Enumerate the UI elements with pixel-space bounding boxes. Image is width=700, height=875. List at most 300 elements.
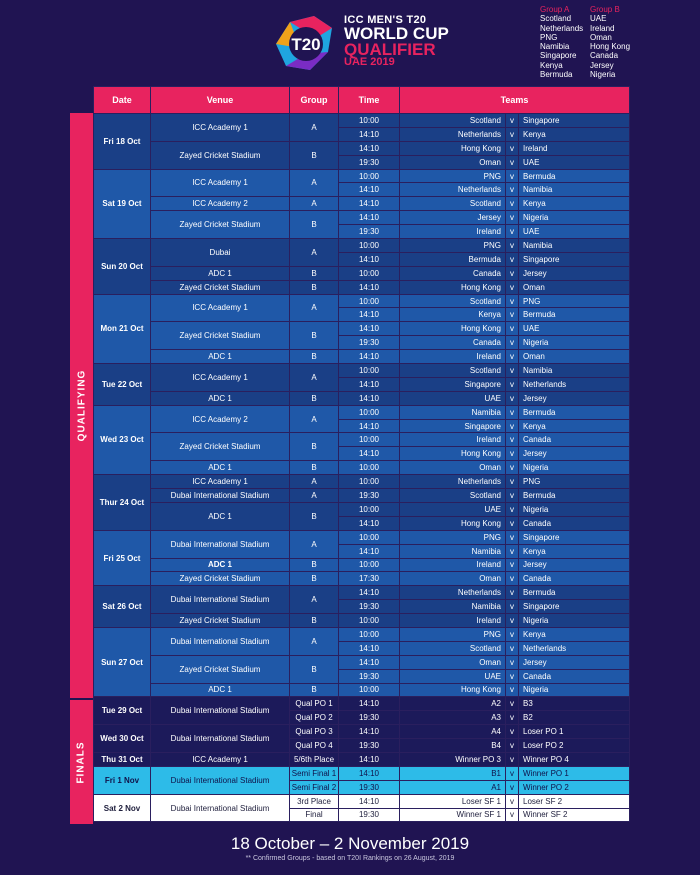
fixture-row — [94, 558, 630, 572]
fixture-row — [94, 391, 630, 405]
fixture-team-away: Nigeria — [519, 502, 630, 516]
fixture-venue: Zayed Cricket Stadium — [151, 433, 290, 461]
fixture-venue: Dubai — [151, 239, 290, 267]
fixture-venue: Zayed Cricket Stadium — [151, 572, 290, 586]
fixture-time: 19:30 — [339, 780, 400, 794]
fixture-team-home: Netherlands — [400, 475, 506, 489]
fixture-team-home: PNG — [400, 530, 506, 544]
fixture-team-home: Oman — [400, 461, 506, 475]
header-venue: Venue — [151, 87, 290, 114]
fixture-group: B — [290, 280, 339, 294]
fixture-team-away: Bermuda — [519, 586, 630, 600]
group-a-title: Group A — [540, 5, 570, 14]
fixture-group: A — [290, 475, 339, 489]
fixture-time: 14:10 — [339, 516, 400, 530]
fixture-venue: ADC 1 — [151, 391, 290, 405]
fixture-time: 14:10 — [339, 211, 400, 225]
fixture-venue: ADC 1 — [151, 683, 290, 697]
fixture-date: Sun 20 Oct — [94, 239, 151, 295]
fixture-team-home: Singapore — [400, 419, 506, 433]
fixture-versus: v — [506, 794, 519, 808]
fixture-team-home: Ireland — [400, 558, 506, 572]
fixture-row — [94, 364, 630, 378]
fixture-versus: v — [506, 252, 519, 266]
fixture-team-away: Loser SF 2 — [519, 794, 630, 808]
fixture-team-home: Scotland — [400, 364, 506, 378]
fixture-time: 19:30 — [339, 739, 400, 753]
group-a-team: Singapore — [540, 51, 577, 61]
fixture-venue: Dubai International Stadium — [151, 586, 290, 614]
fixture-group: A — [290, 364, 339, 392]
fixture-row — [94, 502, 630, 516]
fixture-time: 19:30 — [339, 155, 400, 169]
fixture-venue: ICC Academy 1 — [151, 114, 290, 142]
fixture-row — [94, 322, 630, 336]
fixture-team-home: Oman — [400, 155, 506, 169]
fixture-team-home: PNG — [400, 627, 506, 641]
fixture-time: 14:10 — [339, 141, 400, 155]
fixture-date: Sat 26 Oct — [94, 586, 151, 628]
fixture-team-home: B1 — [400, 766, 506, 780]
fixture-team-home: A1 — [400, 780, 506, 794]
fixture-row — [94, 280, 630, 294]
fixture-stage: Qual PO 1 — [290, 697, 339, 711]
fixture-team-away: Nigeria — [519, 211, 630, 225]
fixture-group: A — [290, 627, 339, 655]
fixture-date: Sat 19 Oct — [94, 169, 151, 238]
footnote: ** Confirmed Groups - based on T20I Rankings on 26 August, 2019 — [245, 855, 455, 862]
fixture-venue: Dubai International Stadium — [151, 489, 290, 503]
fixture-row — [94, 211, 630, 225]
fixture-time: 19:30 — [339, 489, 400, 503]
fixture-time: 14:10 — [339, 350, 400, 364]
fixture-row — [94, 489, 630, 503]
fixture-team-home: Ireland — [400, 225, 506, 239]
fixture-row — [94, 475, 630, 489]
fixture-team-away: Loser PO 1 — [519, 725, 630, 739]
fixture-time: 10:00 — [339, 266, 400, 280]
fixture-versus: v — [506, 780, 519, 794]
fixture-group: B — [290, 558, 339, 572]
group-b-team: Jersey — [590, 60, 614, 70]
fixture-group: B — [290, 683, 339, 697]
fixture-versus: v — [506, 405, 519, 419]
fixture-team-home: Canada — [400, 336, 506, 350]
fixture-versus: v — [506, 447, 519, 461]
fixture-versus: v — [506, 558, 519, 572]
fixture-row — [94, 572, 630, 586]
fixture-team-home: Singapore — [400, 377, 506, 391]
fixture-versus: v — [506, 225, 519, 239]
fixture-team-away: Nigeria — [519, 614, 630, 628]
fixture-time: 10:00 — [339, 461, 400, 475]
fixture-versus: v — [506, 364, 519, 378]
fixture-team-away: Canada — [519, 516, 630, 530]
group-a-team: Namibia — [540, 42, 570, 52]
fixture-team-home: Hong Kong — [400, 516, 506, 530]
fixture-group: B — [290, 322, 339, 350]
badge-text: T20 — [291, 35, 321, 54]
fixture-venue: ADC 1 — [151, 266, 290, 280]
fixture-stage: Semi Final 2 — [290, 780, 339, 794]
fixture-group: A — [290, 114, 339, 142]
fixture-team-away: Namibia — [519, 183, 630, 197]
fixture-team-away: Kenya — [519, 419, 630, 433]
fixture-group: B — [290, 391, 339, 405]
fixture-team-away: Netherlands — [519, 641, 630, 655]
fixture-team-home: Netherlands — [400, 127, 506, 141]
fixture-venue: Dubai International Stadium — [151, 794, 290, 822]
fixture-time: 19:30 — [339, 669, 400, 683]
fixture-time: 10:00 — [339, 475, 400, 489]
fixture-group: A — [290, 489, 339, 503]
fixture-team-away: UAE — [519, 155, 630, 169]
fixture-venue: Zayed Cricket Stadium — [151, 211, 290, 239]
fixture-time: 10:00 — [339, 683, 400, 697]
fixture-versus: v — [506, 377, 519, 391]
finals-label: FINALS — [76, 740, 88, 784]
fixture-team-away: Nigeria — [519, 461, 630, 475]
header-time: Time — [339, 87, 400, 114]
fixture-row — [94, 169, 630, 183]
fixture-team-away: Bermuda — [519, 308, 630, 322]
qualifying-section-label — [70, 113, 93, 698]
fixture-venue: ADC 1 — [151, 350, 290, 364]
group-a-team: PNG — [540, 32, 558, 42]
fixture-team-home: A2 — [400, 697, 506, 711]
fixture-team-away: UAE — [519, 225, 630, 239]
fixture-team-away: Netherlands — [519, 377, 630, 391]
fixture-versus: v — [506, 280, 519, 294]
fixture-versus: v — [506, 489, 519, 503]
fixture-versus: v — [506, 211, 519, 225]
fixture-date: Fri 18 Oct — [94, 114, 151, 170]
fixture-team-home: B4 — [400, 739, 506, 753]
fixture-team-home: Ireland — [400, 433, 506, 447]
fixture-versus: v — [506, 461, 519, 475]
fixture-stage: Qual PO 4 — [290, 739, 339, 753]
fixture-time: 10:00 — [339, 364, 400, 378]
group-b-title: Group B — [590, 5, 620, 14]
group-a-team: Bermuda — [540, 70, 573, 80]
fixture-venue: Zayed Cricket Stadium — [151, 141, 290, 169]
group-b-team: Oman — [590, 32, 612, 42]
fixture-time: 10:00 — [339, 558, 400, 572]
fixture-venue: Dubai International Stadium — [151, 766, 290, 794]
fixture-team-home: Jersey — [400, 211, 506, 225]
fixture-row — [94, 197, 630, 211]
fixture-venue: ICC Academy 2 — [151, 405, 290, 433]
fixture-time: 10:00 — [339, 114, 400, 128]
fixture-row — [94, 433, 630, 447]
fixture-team-home: Hong Kong — [400, 447, 506, 461]
fixture-versus: v — [506, 350, 519, 364]
fixture-group: B — [290, 433, 339, 461]
fixture-venue: Dubai International Stadium — [151, 725, 290, 753]
fixture-time: 14:10 — [339, 447, 400, 461]
fixture-team-away: Winner PO 1 — [519, 766, 630, 780]
fixture-team-away: Bermuda — [519, 169, 630, 183]
fixture-row — [94, 655, 630, 669]
fixture-versus: v — [506, 336, 519, 350]
fixture-row — [94, 794, 630, 808]
fixture-team-home: Bermuda — [400, 252, 506, 266]
fixture-team-home: Hong Kong — [400, 280, 506, 294]
header-date: Date — [94, 87, 151, 114]
fixture-team-away: Singapore — [519, 530, 630, 544]
fixture-time: 10:00 — [339, 239, 400, 253]
fixture-versus: v — [506, 266, 519, 280]
fixture-team-away: Loser PO 2 — [519, 739, 630, 753]
fixture-row — [94, 697, 630, 711]
fixture-row — [94, 294, 630, 308]
fixture-row — [94, 239, 630, 253]
fixture-team-home: Netherlands — [400, 586, 506, 600]
fixture-time: 14:10 — [339, 641, 400, 655]
logo-title-line2: WORLD CUP — [344, 24, 449, 43]
fixture-versus: v — [506, 183, 519, 197]
fixture-time: 19:30 — [339, 225, 400, 239]
fixture-versus: v — [506, 697, 519, 711]
fixture-time: 14:10 — [339, 391, 400, 405]
fixture-row — [94, 725, 630, 739]
fixture-versus: v — [506, 127, 519, 141]
group-a-team: Scotland — [540, 14, 572, 24]
fixture-versus: v — [506, 766, 519, 780]
fixture-versus: v — [506, 600, 519, 614]
fixture-time: 10:00 — [339, 405, 400, 419]
fixture-team-away: Bermuda — [519, 489, 630, 503]
fixture-team-home: Scotland — [400, 641, 506, 655]
fixture-team-home: Winner SF 1 — [400, 808, 506, 822]
fixture-date: Wed 30 Oct — [94, 725, 151, 753]
fixture-team-away: Jersey — [519, 447, 630, 461]
finals-section-label — [70, 700, 93, 824]
fixture-time: 10:00 — [339, 433, 400, 447]
fixture-date: Sun 27 Oct — [94, 627, 151, 696]
fixture-venue: Zayed Cricket Stadium — [151, 322, 290, 350]
fixture-group: B — [290, 141, 339, 169]
fixture-time: 14:10 — [339, 308, 400, 322]
fixture-time: 19:30 — [339, 808, 400, 822]
fixture-team-home: Scotland — [400, 294, 506, 308]
fixture-row — [94, 350, 630, 364]
fixture-team-away: B2 — [519, 711, 630, 725]
fixture-team-away: Nigeria — [519, 683, 630, 697]
fixture-row — [94, 530, 630, 544]
fixture-team-away: Oman — [519, 350, 630, 364]
fixture-time: 19:30 — [339, 336, 400, 350]
fixture-team-away: Namibia — [519, 364, 630, 378]
fixture-versus: v — [506, 544, 519, 558]
fixture-team-home: Loser SF 1 — [400, 794, 506, 808]
fixture-versus: v — [506, 322, 519, 336]
fixture-versus: v — [506, 502, 519, 516]
fixture-versus: v — [506, 294, 519, 308]
fixture-team-away: Ireland — [519, 141, 630, 155]
fixture-stage: 5/6th Place — [290, 752, 339, 766]
fixture-date: Sat 2 Nov — [94, 794, 151, 822]
fixture-time: 10:00 — [339, 530, 400, 544]
fixture-date: Thur 24 Oct — [94, 475, 151, 531]
logo-title-line1: ICC MEN'S T20 — [344, 14, 427, 26]
fixture-venue: ICC Academy 1 — [151, 752, 290, 766]
logo-title-line3: QUALIFIER — [344, 40, 436, 59]
fixture-date: Tue 22 Oct — [94, 364, 151, 406]
fixture-time: 14:10 — [339, 419, 400, 433]
fixture-team-home: Hong Kong — [400, 683, 506, 697]
fixture-team-home: UAE — [400, 669, 506, 683]
fixture-row — [94, 766, 630, 780]
fixture-team-away: Bermuda — [519, 405, 630, 419]
fixture-team-home: Namibia — [400, 405, 506, 419]
fixture-team-home: Kenya — [400, 308, 506, 322]
fixture-team-home: PNG — [400, 239, 506, 253]
fixture-versus: v — [506, 391, 519, 405]
fixture-team-home: Hong Kong — [400, 141, 506, 155]
fixture-versus: v — [506, 683, 519, 697]
fixture-versus: v — [506, 475, 519, 489]
fixture-versus: v — [506, 197, 519, 211]
fixture-versus: v — [506, 739, 519, 753]
logo-title-line4: UAE 2019 — [344, 56, 395, 68]
fixture-time: 14:10 — [339, 725, 400, 739]
fixture-venue: Dubai International Stadium — [151, 697, 290, 725]
group-a-list — [540, 5, 583, 79]
fixture-date: Mon 21 Oct — [94, 294, 151, 363]
fixture-stage: Qual PO 3 — [290, 725, 339, 739]
table-header-row — [94, 87, 630, 114]
fixture-group: B — [290, 572, 339, 586]
fixture-versus: v — [506, 572, 519, 586]
fixture-versus: v — [506, 141, 519, 155]
header-group: Group — [290, 87, 339, 114]
fixture-stage: 3rd Place — [290, 794, 339, 808]
fixture-team-home: Winner PO 3 — [400, 752, 506, 766]
fixture-venue: Dubai International Stadium — [151, 627, 290, 655]
fixture-time: 14:10 — [339, 127, 400, 141]
fixture-time: 10:00 — [339, 614, 400, 628]
fixture-group: A — [290, 294, 339, 322]
fixture-versus: v — [506, 114, 519, 128]
fixture-time: 14:10 — [339, 377, 400, 391]
fixture-time: 19:30 — [339, 600, 400, 614]
fixture-venue: ICC Academy 1 — [151, 475, 290, 489]
fixture-group: B — [290, 266, 339, 280]
fixture-versus: v — [506, 752, 519, 766]
fixture-venue: ADC 1 — [151, 558, 290, 572]
fixture-team-home: UAE — [400, 391, 506, 405]
fixture-team-away: Namibia — [519, 239, 630, 253]
fixture-team-home: Ireland — [400, 614, 506, 628]
fixture-group: A — [290, 586, 339, 614]
fixture-team-away: Jersey — [519, 391, 630, 405]
fixture-versus: v — [506, 655, 519, 669]
fixture-team-home: UAE — [400, 502, 506, 516]
fixture-time: 14:10 — [339, 752, 400, 766]
fixture-team-home: Hong Kong — [400, 322, 506, 336]
fixture-team-home: A4 — [400, 725, 506, 739]
fixture-time: 14:10 — [339, 794, 400, 808]
fixture-team-away: B3 — [519, 697, 630, 711]
fixture-time: 14:10 — [339, 655, 400, 669]
fixture-row — [94, 752, 630, 766]
fixture-team-away: Nigeria — [519, 336, 630, 350]
fixture-team-home: A3 — [400, 711, 506, 725]
fixture-team-home: Namibia — [400, 544, 506, 558]
fixture-group: A — [290, 405, 339, 433]
fixture-team-home: Oman — [400, 655, 506, 669]
fixture-team-away: Jersey — [519, 266, 630, 280]
fixtures-table — [93, 86, 630, 822]
fixture-team-away: PNG — [519, 475, 630, 489]
fixture-row — [94, 683, 630, 697]
fixture-team-away: Winner PO 2 — [519, 780, 630, 794]
fixture-time: 10:00 — [339, 627, 400, 641]
fixture-team-away: Singapore — [519, 252, 630, 266]
fixture-venue: Zayed Cricket Stadium — [151, 614, 290, 628]
fixture-team-away: Winner PO 4 — [519, 752, 630, 766]
fixture-date: Fri 25 Oct — [94, 530, 151, 586]
fixture-time: 14:10 — [339, 766, 400, 780]
fixture-time: 14:10 — [339, 697, 400, 711]
fixture-team-home: Namibia — [400, 600, 506, 614]
fixture-team-home: PNG — [400, 169, 506, 183]
fixture-time: 14:10 — [339, 586, 400, 600]
fixture-venue: ICC Academy 1 — [151, 169, 290, 197]
fixture-team-home: Oman — [400, 572, 506, 586]
fixture-row — [94, 614, 630, 628]
fixture-versus: v — [506, 614, 519, 628]
fixture-versus: v — [506, 627, 519, 641]
fixture-venue: ICC Academy 1 — [151, 294, 290, 322]
fixture-stage: Qual PO 2 — [290, 711, 339, 725]
tournament-dates: 18 October – 2 November 2019 — [230, 834, 470, 853]
fixture-team-away: PNG — [519, 294, 630, 308]
fixture-versus: v — [506, 530, 519, 544]
fixture-row — [94, 266, 630, 280]
fixture-venue: ICC Academy 2 — [151, 197, 290, 211]
fixture-team-away: Kenya — [519, 127, 630, 141]
group-b-team: UAE — [590, 14, 607, 24]
fixture-venue: ICC Academy 1 — [151, 364, 290, 392]
fixture-versus: v — [506, 433, 519, 447]
fixture-team-away: Singapore — [519, 600, 630, 614]
fixture-date: Thu 31 Oct — [94, 752, 151, 766]
tournament-logo — [270, 8, 449, 80]
fixture-group: A — [290, 239, 339, 267]
group-b-team: Ireland — [590, 23, 615, 33]
fixture-time: 14:10 — [339, 197, 400, 211]
fixture-time: 10:00 — [339, 294, 400, 308]
t20-badge-icon — [270, 8, 342, 80]
fixture-group: B — [290, 461, 339, 475]
fixture-team-away: Canada — [519, 433, 630, 447]
fixture-row — [94, 114, 630, 128]
fixture-versus: v — [506, 711, 519, 725]
fixture-team-home: Scotland — [400, 489, 506, 503]
fixture-group: B — [290, 502, 339, 530]
fixture-time: 14:10 — [339, 544, 400, 558]
fixture-time: 19:30 — [339, 711, 400, 725]
fixture-time: 14:10 — [339, 280, 400, 294]
fixture-date: Tue 29 Oct — [94, 697, 151, 725]
fixture-versus: v — [506, 419, 519, 433]
fixture-stage: Final — [290, 808, 339, 822]
fixture-venue: Zayed Cricket Stadium — [151, 655, 290, 683]
fixture-row — [94, 461, 630, 475]
fixture-row — [94, 405, 630, 419]
